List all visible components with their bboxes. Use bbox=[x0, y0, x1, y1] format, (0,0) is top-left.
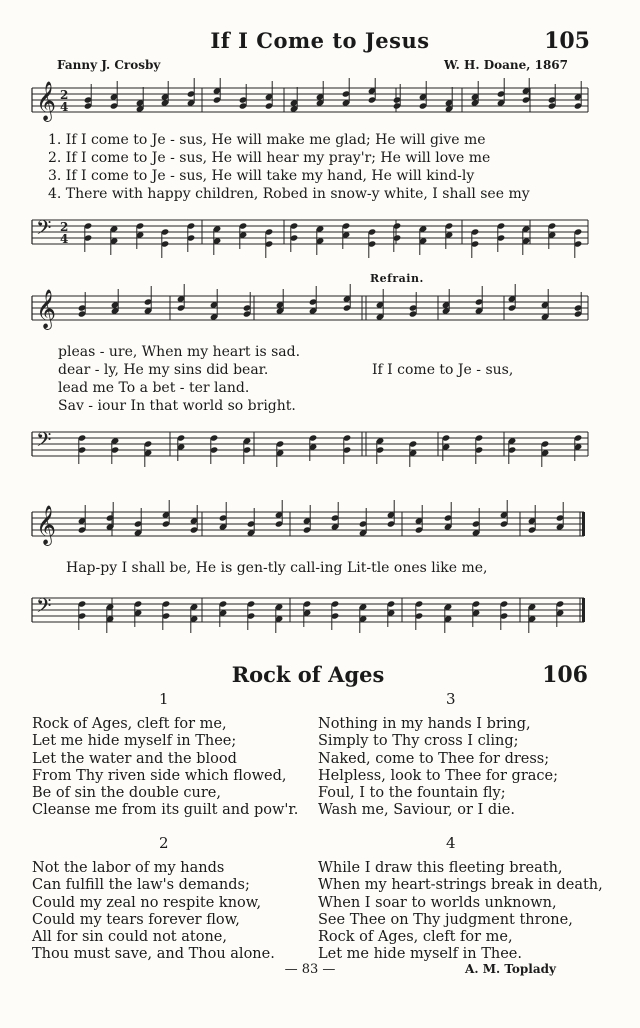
stanza-2-number: 2 bbox=[159, 834, 169, 852]
stanza-line: Can fulfill the law's demands; bbox=[32, 877, 250, 894]
treble-clef: 𝄞 bbox=[36, 81, 57, 121]
stanza-1 bbox=[32, 716, 298, 820]
time-signature-bottom: 4 bbox=[60, 232, 69, 246]
stanza-line: Let me hide myself in Thee; bbox=[32, 733, 237, 750]
time-signature-bottom: 4 bbox=[60, 100, 69, 114]
system-2-treble-staff bbox=[0, 284, 640, 338]
final-barline-thick bbox=[582, 598, 585, 622]
stanza-line: Could my tears forever flow, bbox=[32, 911, 240, 928]
stanza-line: Thou must save, and Thou alone. bbox=[32, 946, 275, 963]
system-1-verse-3: 3. If I come to Je - sus, He will take my hand, He will kind-ly bbox=[48, 168, 475, 184]
system-3-bass-staff bbox=[0, 584, 640, 644]
stanza-line: See Thee on Thy judgment throne, bbox=[318, 911, 573, 928]
system-2-verse-3: lead me To a bet - ter land. bbox=[58, 380, 250, 396]
final-barline-thick bbox=[582, 512, 585, 536]
treble-clef: 𝄞 bbox=[36, 505, 57, 545]
system-3-treble-staff bbox=[0, 500, 640, 556]
stanza-4 bbox=[318, 860, 603, 964]
time-signature-top: 2 bbox=[60, 220, 69, 234]
stanza-line: Simply to Thy cross I cling; bbox=[318, 733, 519, 750]
hymn-106-author: A. M. Toplady bbox=[465, 962, 556, 976]
stanza-line: Not the labor of my hands bbox=[32, 860, 225, 876]
page-number: — 83 — bbox=[284, 962, 336, 977]
system-1-treble-staff bbox=[0, 78, 640, 128]
stanza-2 bbox=[32, 860, 275, 964]
stanza-line: Cleanse me from its guilt and pow'r. bbox=[32, 802, 299, 819]
staff-lines bbox=[32, 296, 588, 320]
stanza-line: Be of sin the double cure, bbox=[32, 785, 221, 802]
stanza-line: Foul, I to the fountain fly; bbox=[318, 785, 506, 802]
system-1-verse-4: 4. There with happy children, Robed in snow-y white, I shall see my bbox=[48, 186, 530, 202]
system-1-verse-1: 1. If I come to Je - sus, He will make me glad; He will give me bbox=[48, 132, 486, 148]
hymn-105-title: If I Come to Jesus bbox=[210, 28, 430, 53]
stanza-line: When I soar to worlds unknown, bbox=[318, 894, 557, 911]
hymn-105-author: Fanny J. Crosby bbox=[57, 58, 161, 72]
system-1-bass-staff bbox=[0, 208, 640, 264]
refrain-lyric: If I come to Je - sus, bbox=[372, 362, 514, 378]
stanza-4-number: 4 bbox=[446, 834, 456, 852]
stanza-line: Nothing in my hands I bring, bbox=[318, 716, 531, 732]
stanza-line: All for sin could not atone, bbox=[32, 929, 227, 946]
hymn-106-number: 106 bbox=[542, 662, 588, 688]
stanza-line: While I draw this fleeting breath, bbox=[318, 860, 563, 876]
stanza-line: From Thy riven side which flowed, bbox=[32, 767, 287, 784]
bass-clef: 𝄢 bbox=[36, 428, 52, 456]
stanza-3 bbox=[318, 716, 558, 820]
system-1-verse-2: 2. If I come to Je - sus, He will hear my pray'r; He will love me bbox=[48, 150, 491, 166]
refrain-label: Refrain. bbox=[370, 272, 424, 285]
stanza-line: Helpless, look to Thee for grace; bbox=[318, 767, 558, 784]
system-2-bass-staff bbox=[0, 418, 640, 478]
hymn-106-title: Rock of Ages bbox=[231, 662, 385, 687]
stanza-3-number: 3 bbox=[446, 690, 456, 708]
stanza-line: Let the water and the blood bbox=[32, 750, 237, 767]
stanza-line: When my heart-strings break in death, bbox=[318, 877, 603, 894]
bass-clef: 𝄢 bbox=[36, 594, 52, 622]
hymn-105-composer: W. H. Doane, 1867 bbox=[444, 58, 568, 72]
system-3-lyrics: Hap-py I shall be, He is gen-tly call-ing Lit-tle ones like me, bbox=[66, 560, 488, 576]
stanza-line: Rock of Ages, cleft for me, bbox=[318, 929, 513, 946]
system-2-verse-1: pleas - ure, When my heart is sad. bbox=[58, 344, 301, 360]
system-2-verse-4: Sav - iour In that world so bright. bbox=[58, 398, 296, 414]
bass-clef: 𝄢 bbox=[36, 216, 52, 244]
stanza-line: Naked, come to Thee for dress; bbox=[318, 750, 550, 767]
stanza-line: Let me hide myself in Thee. bbox=[318, 946, 522, 963]
system-2-verse-2: dear - ly, He my sins did bear. bbox=[58, 362, 269, 378]
time-signature-top: 2 bbox=[60, 88, 69, 102]
stanza-1-number: 1 bbox=[159, 690, 169, 708]
stanza-line: Rock of Ages, cleft for me, bbox=[32, 716, 227, 732]
stanza-line: Wash me, Saviour, or I die. bbox=[318, 802, 515, 819]
hymn-105-number: 105 bbox=[544, 28, 590, 54]
treble-clef: 𝄞 bbox=[36, 289, 57, 329]
stanza-line: Could my zeal no respite know, bbox=[32, 894, 262, 911]
